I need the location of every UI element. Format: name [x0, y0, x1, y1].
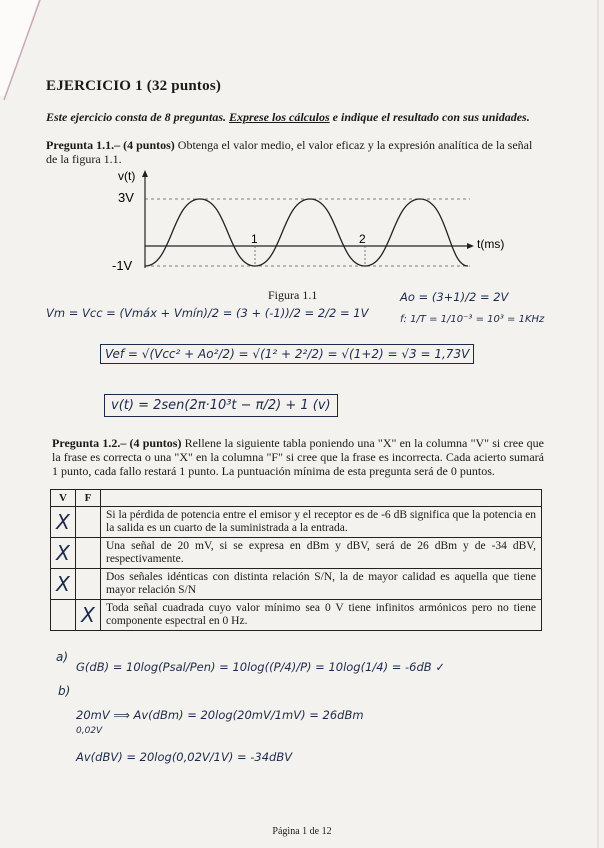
question-1-1-text: Obtenga el valor medio, el valor eficaz y la expresión analítica de la señal de la figura 1.1. [46, 138, 533, 166]
question-1-2-label: Pregunta 1.2.– (4 puntos) [52, 436, 182, 450]
page-footer: Página 1 de 12 [272, 826, 332, 837]
row-4-f-cell[interactable]: X [76, 600, 101, 631]
handwritten-a-label: a) [56, 650, 69, 664]
row-3-f-cell[interactable] [76, 569, 101, 600]
handwritten-vm: Vm = Vcc = (Vmáx + Vmín)/2 = (3 + (-1))/2 = 2/2 = 1V [46, 306, 369, 320]
exercise-intro [46, 110, 530, 125]
figure-caption: Figura 1.1 [268, 288, 318, 302]
handwritten-expression: v(t) = 2sen(2π·10³t − π/2) + 1 (v) [104, 394, 338, 417]
table-row [51, 569, 542, 600]
handwritten-b-line1: 20mV ⟹ Av(dBm) = 20log(20mV/1mV) = 26dBm [76, 708, 364, 722]
handwritten-frequency: f: 1/T = 1/10⁻³ = 10³ = 1KHz [400, 314, 545, 325]
fig-y-top: 3V [118, 190, 134, 205]
row-1-v-cell[interactable]: X [51, 507, 76, 538]
handwritten-a-line: G(dB) = 10log(Psal/Pen) = 10log((P/4)/P) = 10log(1/4) = -6dB ✓ [76, 660, 445, 674]
figure-1-1-signal-plot [100, 168, 520, 292]
column-v-header: V [51, 490, 76, 507]
question-1-1 [46, 138, 546, 166]
table-row [51, 507, 542, 538]
statement-header [101, 490, 542, 507]
table-row [51, 538, 542, 569]
column-f-header: F [76, 490, 101, 507]
row-4-statement: Toda señal cuadrada cuyo valor mínimo sea 0 V tiene infinitos armónicos pero no tiene componente espectral en 0 Hz. [101, 600, 542, 631]
x-axis-arrow [467, 243, 474, 249]
intro-underlined: Exprese los cálculos [229, 110, 330, 124]
handwritten-b-under: 0,02V [76, 726, 103, 736]
fig-ylabel: v(t) [118, 169, 136, 183]
handwritten-b-label: b) [58, 684, 71, 698]
y-axis-arrow [142, 170, 148, 177]
row-2-statement: Una señal de 20 mV, si se expresa en dBm y dBV, será de 26 dBm y de -34 dBV, respectivamente. [101, 538, 542, 569]
question-1-1-label: Pregunta 1.1.– (4 puntos) [46, 138, 175, 152]
signal-waveform [145, 199, 468, 266]
fig-mark-2: 2 [359, 232, 366, 246]
row-2-f-cell[interactable] [76, 538, 101, 569]
row-1-f-cell[interactable] [76, 507, 101, 538]
intro-text-2: e indique el resultado con sus unidades. [329, 110, 530, 124]
row-2-v-cell[interactable]: X [51, 538, 76, 569]
table-row [51, 600, 542, 631]
handwritten-ao: Ao = (3+1)/2 = 2V [400, 290, 509, 304]
true-false-table [50, 489, 542, 631]
row-3-statement: Dos señales idénticas con distinta relación S/N, la de mayor calidad es aquella que tiene mayor relación S/N [101, 569, 542, 600]
fig-mark-1: 1 [251, 232, 258, 246]
intro-text-1: Este ejercicio consta de 8 preguntas. [46, 110, 229, 124]
question-1-2 [52, 436, 544, 478]
question-1-2-text: Rellene la siguiente tabla poniendo una "X" en la columna "V" si cree que la frase es correcta o una "X" en la columna "F" si cree que la frase es incorrecta. Cada acierto sumará 1 punto, cada fallo restará 1 punto. La puntuación mínima de esta pregunta será de 0 puntos. [52, 436, 544, 478]
handwritten-vef: Vef = √(Vcc² + Ao²/2) = √(1² + 2²/2) = √(1+2) = √3 = 1,73V [100, 344, 474, 364]
row-1-statement: Si la pérdida de potencia entre el emisor y el receptor es de -6 dB significa que la potencia en la salida es un cuarto de la suministrada a la entrada. [101, 507, 542, 538]
row-3-v-cell[interactable]: X [51, 569, 76, 600]
exercise-title: EJERCICIO 1 (32 puntos) [46, 78, 222, 94]
table-header-row [51, 490, 542, 507]
fig-y-bottom: -1V [112, 258, 133, 273]
fig-xlabel: t(ms) [477, 237, 505, 251]
row-4-v-cell[interactable] [51, 600, 76, 631]
handwritten-b-line2: Av(dBV) = 20log(0,02V/1V) = -34dBV [76, 750, 293, 764]
